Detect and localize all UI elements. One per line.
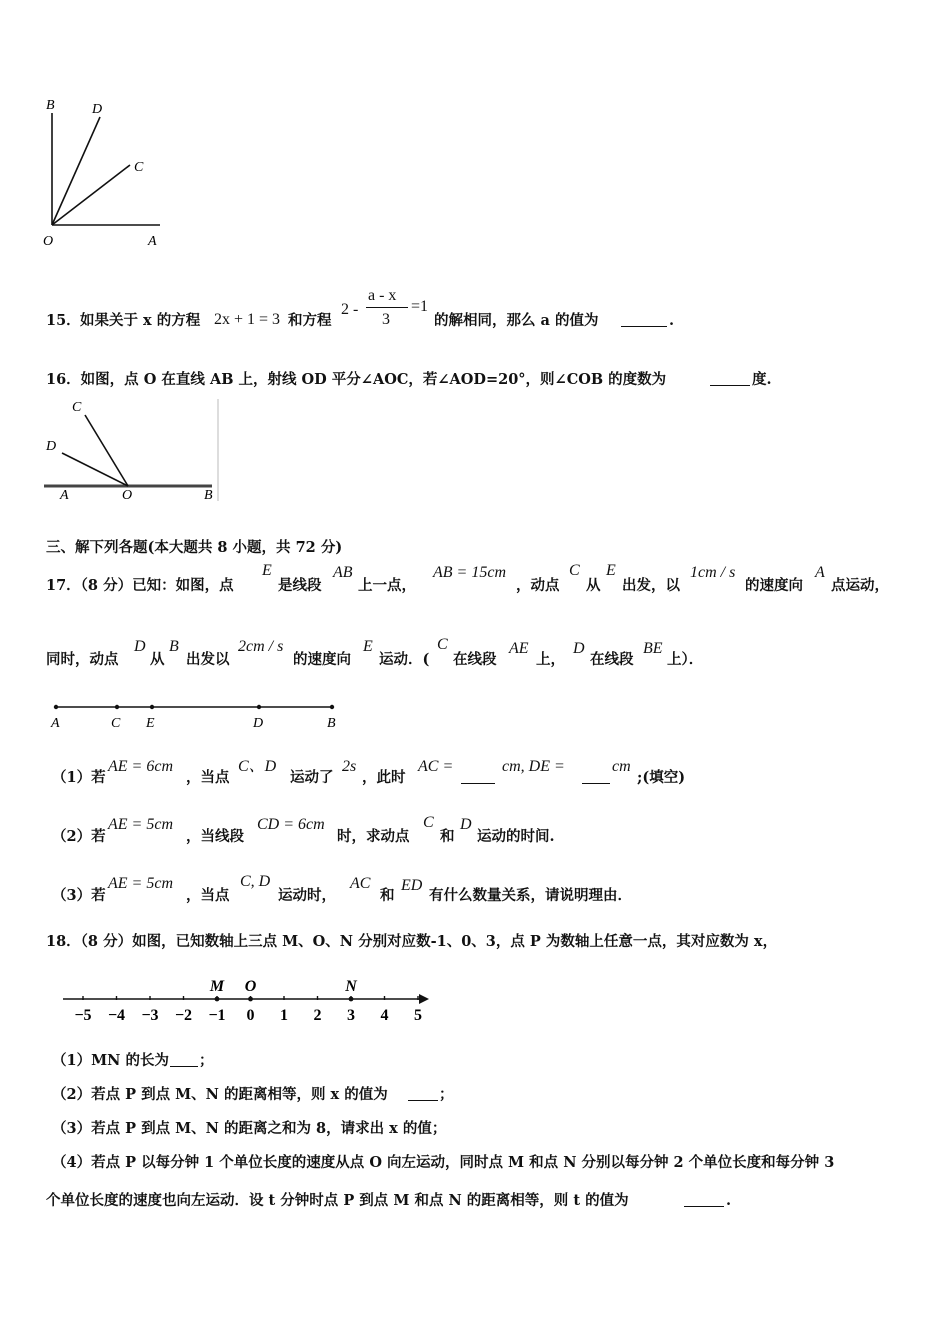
point-C	[115, 705, 119, 709]
q18-p1-b: ；	[199, 1052, 214, 1069]
q17-l1-AB: AB	[333, 564, 353, 581]
q17-l1-cond: AB = 15cm	[433, 564, 506, 581]
tick-label: 0	[246, 1007, 255, 1024]
point-O	[248, 997, 253, 1002]
point-D	[257, 705, 261, 709]
q17-p3-m4: ED	[401, 877, 423, 894]
q17-p3-b: ，当点	[186, 887, 230, 904]
label-O: O	[43, 234, 54, 249]
q17-p3-e: 有什么数量关系，请说明理由．	[429, 887, 632, 904]
tick-label: −4	[107, 1007, 126, 1024]
point-A	[54, 705, 58, 709]
q17-p2-m1: AE = 5cm	[108, 816, 173, 833]
q17-p2-m3: C	[423, 814, 434, 831]
q17-p1-m6: cm	[612, 758, 631, 775]
q17-p3-m1: AE = 5cm	[108, 875, 173, 892]
axis-arrow	[419, 994, 429, 1004]
point-N	[349, 997, 354, 1002]
q17-l2-E: E	[363, 638, 373, 655]
label-D: D	[253, 716, 264, 731]
tick-label: 3	[347, 1007, 355, 1024]
label-D: D	[92, 102, 103, 117]
q15-eq2-numerator: a - x	[368, 287, 397, 304]
angle-figure-q16	[40, 395, 225, 507]
q18-p4-end: .	[726, 1192, 732, 1209]
q17-l2-v2: 2cm / s	[238, 638, 284, 655]
q17-l1-g: 的速度向	[745, 577, 803, 594]
q17-l1-e: 从	[586, 577, 601, 594]
q16-end: 度.	[752, 371, 772, 388]
q17-l2-h: 在线段	[590, 651, 634, 668]
label-C: C	[134, 160, 144, 175]
q15-number: 15．	[46, 312, 81, 329]
q18-p2-b: ；	[439, 1086, 454, 1103]
q16-text: 16．如图，点 O 在直线 AB 上，射线 OD 平分∠AOC，若∠AOD=20°，则∠COB 的度数为	[46, 371, 667, 388]
point-label-M: M	[209, 978, 225, 995]
label-A: A	[148, 234, 157, 249]
q17-p1-m3: 2s	[342, 758, 357, 775]
q17-l2-BE: BE	[643, 640, 663, 657]
q15-text-3: 的解相同，那么 a 的值为	[434, 312, 599, 329]
label-B: B	[204, 488, 213, 503]
q15-text-1: 如果关于 x 的方程	[80, 312, 201, 329]
q15-answer-blank[interactable]	[621, 314, 667, 327]
label-C: C	[111, 716, 121, 731]
label-B: B	[46, 98, 55, 113]
q17-p3-d: 和	[380, 887, 395, 904]
q17-p1-m5: cm, DE =	[502, 758, 565, 775]
label-D: D	[46, 439, 57, 454]
q18-text: 18．（8 分）如图，已知数轴上三点 M、O、N 分别对应数-1、0、3，点 P 为数轴上任意一点，其对应数为 x，	[46, 933, 778, 950]
q17-l1-E2: E	[606, 562, 616, 579]
fraction-bar	[366, 307, 408, 308]
tick-label: −1	[208, 1007, 226, 1024]
number-line-q18	[55, 972, 445, 1028]
q17-p1-ac-blank[interactable]	[461, 771, 495, 784]
q17-p3-m3: AC	[350, 875, 371, 892]
q17-p2-d: 和	[440, 828, 455, 845]
tick-label: −2	[174, 1007, 193, 1024]
q17-p1-m4: AC =	[418, 758, 454, 775]
q17-l1-C: C	[569, 562, 580, 579]
q17-l2-c: 出发以	[186, 651, 230, 668]
q17-l1-a: 17．（8 分）已知：如图，点	[46, 577, 234, 594]
q17-l1-h: 点运动，	[831, 577, 889, 594]
q18-p4-line1: （4）若点 P 以每分钟 1 个单位长度的速度从点 O 向左运动，同时点 M 和点 N 分别以每分钟 2 个单位长度和每分钟 3	[52, 1154, 835, 1171]
segment-figure-q17	[40, 696, 350, 736]
q17-l1-c: 上一点，	[358, 577, 416, 594]
q17-p1-e: ;(填空)	[637, 769, 686, 786]
q17-l2-D: D	[134, 638, 146, 655]
tick-label: −5	[74, 1007, 92, 1024]
q15-end: .	[669, 312, 675, 329]
q15-equation-1: 2x + 1 = 3	[214, 311, 281, 328]
q17-l2-AE: AE	[509, 640, 529, 657]
label-B: B	[327, 716, 336, 731]
q17-p2-a: （2）若	[52, 828, 106, 845]
q17-l2-b: 从	[150, 651, 165, 668]
label-A: A	[60, 488, 69, 503]
q18-p1-blank[interactable]	[170, 1054, 198, 1067]
q15-eq2-lead: 2 -	[341, 301, 359, 318]
point-label-N: N	[345, 978, 357, 995]
label-E: E	[146, 716, 155, 731]
q15-text-2: 和方程	[288, 312, 332, 329]
q15-eq2-rhs: =1	[411, 298, 429, 315]
q15-eq2-denominator: 3	[382, 311, 390, 328]
q17-l2-B: B	[169, 638, 179, 655]
q18-p2-blank[interactable]	[408, 1088, 438, 1101]
q18-p3: （3）若点 P 到点 M、N 的距离之和为 8，请求出 x 的值；	[52, 1120, 447, 1137]
section-3-heading: 三、解下列各题(本大题共 8 小题，共 72 分)	[46, 539, 343, 556]
tick-label: 2	[313, 1007, 322, 1024]
q17-l1-d: ，动点	[516, 577, 560, 594]
q17-p1-d: ，此时	[362, 769, 406, 786]
q17-p2-m4: D	[460, 816, 472, 833]
q17-p3-m2: C, D	[240, 873, 271, 890]
q17-p1-c: 运动了	[290, 769, 334, 786]
q17-p2-e: 运动的时间.	[477, 828, 555, 845]
q17-p3-c: 运动时，	[278, 887, 336, 904]
q18-p4-line2: 个单位长度的速度也向左运动．设 t 分钟时点 P 到点 M 和点 N 的距离相等，则 t 的值为	[46, 1192, 629, 1209]
q17-l2-D2: D	[573, 640, 585, 657]
label-C: C	[72, 400, 82, 415]
q17-p1-a: （1）若	[52, 769, 106, 786]
tick-label: −3	[141, 1007, 159, 1024]
q18-p2-a: （2）若点 P 到点 M、N 的距离相等，则 x 的值为	[52, 1086, 388, 1103]
q17-p2-b: ，当线段	[186, 828, 244, 845]
q17-p2-c: 时，求动点	[337, 828, 410, 845]
q17-l2-C: C	[437, 636, 448, 653]
angle-figure-q14	[38, 95, 178, 255]
tick-label: 1	[280, 1007, 288, 1024]
q17-l2-e: 运动．(	[379, 651, 430, 668]
q17-l1-b: 是线段	[278, 577, 322, 594]
point-B	[330, 705, 334, 709]
point-E	[150, 705, 154, 709]
q17-p3-a: （3）若	[52, 887, 106, 904]
tick-label: 5	[414, 1007, 422, 1024]
q17-p1-m2: C、D	[238, 758, 277, 775]
q17-l1-v1: 1cm / s	[690, 564, 736, 581]
q17-p2-m2: CD = 6cm	[257, 816, 325, 833]
q18-p4-blank[interactable]	[684, 1194, 724, 1207]
q17-l2-i: 上）．	[667, 651, 704, 668]
q16-answer-blank[interactable]	[710, 373, 750, 386]
point-M	[215, 997, 220, 1002]
q17-l1-A: A	[815, 564, 825, 581]
tick-label: 4	[380, 1007, 389, 1024]
q17-l2-a: 同时，动点	[46, 651, 119, 668]
q17-l1-f: 出发，以	[622, 577, 680, 594]
q17-l2-d: 的速度向	[293, 651, 351, 668]
q17-l1-E1: E	[262, 562, 272, 579]
q17-l2-f: 在线段	[453, 651, 497, 668]
label-O: O	[122, 488, 133, 503]
q17-p1-b: ，当点	[186, 769, 230, 786]
q17-p1-de-blank[interactable]	[582, 771, 610, 784]
q17-p1-m1: AE = 6cm	[108, 758, 173, 775]
point-label-O: O	[244, 978, 257, 995]
q18-p1-a: （1）MN 的长为	[52, 1052, 169, 1069]
q17-l2-g: 上，	[536, 651, 565, 668]
label-A: A	[51, 716, 60, 731]
